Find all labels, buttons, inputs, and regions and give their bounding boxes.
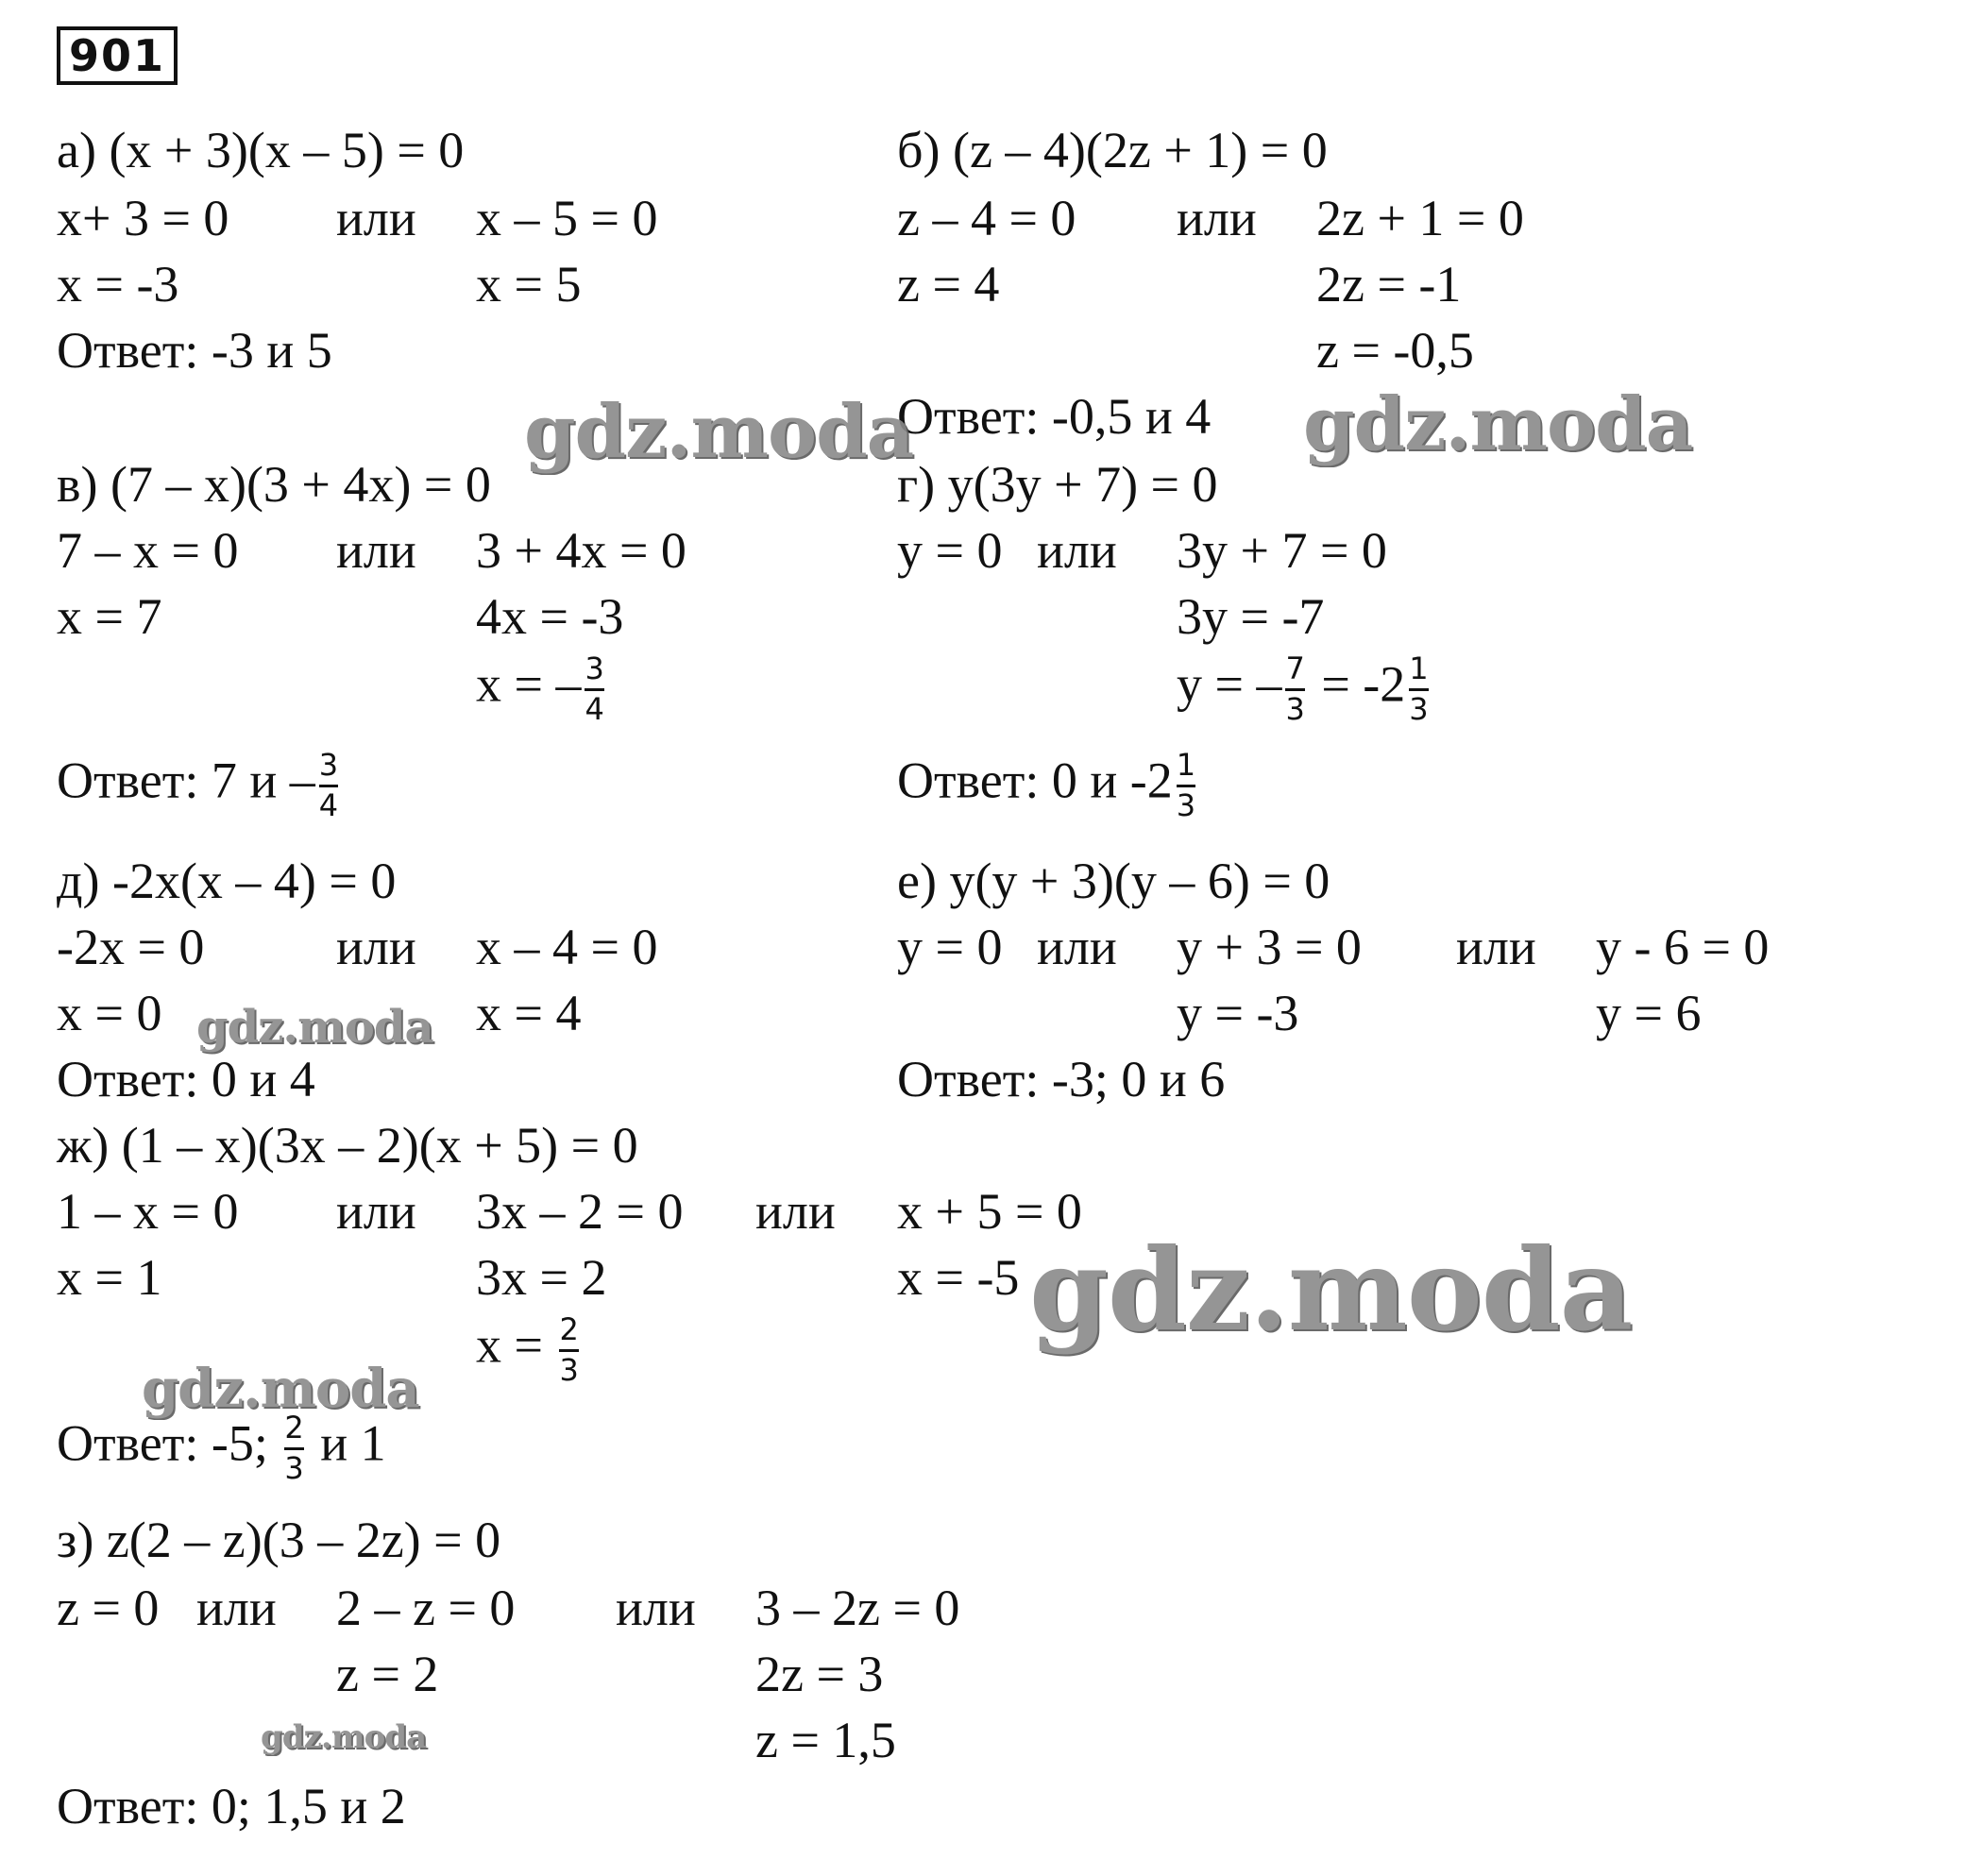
part-e-right-1: y - 6 = 0	[1596, 919, 1770, 975]
watermark: gdz.moda	[196, 1001, 433, 1054]
part-e-right-2: y = 6	[1596, 985, 1702, 1041]
part-d-left-2: x = 0	[57, 985, 162, 1041]
minus-sign: –	[555, 655, 582, 713]
part-a-left-2: x = -3	[57, 256, 179, 313]
part-zh-middle-1: 3x – 2 = 0	[476, 1183, 684, 1240]
part-zh-or-2: или	[755, 1183, 836, 1240]
part-e-or: или	[1037, 919, 1117, 975]
fraction-2-3	[284, 1412, 303, 1484]
part-v-or: или	[336, 522, 416, 579]
part-zh-middle-3-prefix: x =	[476, 1316, 556, 1374]
fraction-2-3	[559, 1311, 579, 1388]
part-e-middle-2: y = -3	[1177, 985, 1299, 1041]
part-d-left-1: -2x = 0	[57, 919, 205, 975]
part-a-left-1: x+ 3 = 0	[57, 190, 229, 246]
part-zh-answer-prefix: Ответ: -5;	[57, 1414, 281, 1472]
fraction-numerator: 1	[1409, 651, 1429, 686]
part-b-right-2: 2z = -1	[1316, 256, 1462, 313]
part-z-middle-2: z = 2	[336, 1646, 439, 1702]
part-d-or: или	[336, 919, 416, 975]
part-g-answer-prefix: Ответ: 0 и -2	[897, 752, 1173, 809]
part-zh-answer-suffix: и 1	[307, 1414, 386, 1472]
part-b-answer: Ответ: -0,5 и 4	[897, 388, 1212, 445]
part-zh-left-2: x = 1	[57, 1249, 162, 1306]
part-z-right-1: 3 – 2z = 0	[755, 1580, 960, 1636]
part-b-right-3: z = -0,5	[1316, 322, 1474, 379]
part-b-or: или	[1177, 190, 1257, 246]
fraction-denominator: 4	[318, 786, 339, 823]
part-zh-equation: ж) (1 – x)(3x – 2)(x + 5) = 0	[57, 1117, 638, 1174]
part-zh-right-1: x + 5 = 0	[897, 1183, 1082, 1240]
fraction-denominator: 3	[1409, 690, 1429, 727]
fraction-denominator: 4	[585, 690, 604, 727]
part-g-right-3-prefix: y =	[1177, 655, 1257, 713]
fraction-denominator: 3	[559, 1351, 579, 1388]
part-z-or: или	[196, 1580, 277, 1636]
part-zh-right-2: x = -5	[897, 1249, 1020, 1306]
part-b-left-2: z = 4	[897, 256, 1000, 313]
fraction-denominator: 3	[1176, 786, 1196, 823]
fraction-numerator: 2	[559, 1311, 579, 1347]
part-d-right-1: x – 4 = 0	[476, 919, 658, 975]
part-b-right-1: 2z + 1 = 0	[1316, 190, 1524, 246]
part-g-right-1: 3y + 7 = 0	[1177, 522, 1387, 579]
part-a-or: или	[336, 190, 416, 246]
part-a-right-1: x – 5 = 0	[476, 190, 658, 246]
part-zh-or: или	[336, 1183, 416, 1240]
minus-sign: –	[1256, 655, 1282, 713]
fraction-numerator: 7	[1285, 651, 1305, 686]
fraction-numerator: 3	[585, 651, 604, 686]
part-g-or: или	[1037, 522, 1117, 579]
problem-number: 901	[57, 26, 178, 85]
part-a-answer: Ответ: -3 и 5	[57, 322, 332, 379]
part-d-answer: Ответ: 0 и 4	[57, 1051, 315, 1107]
part-z-right-2: 2z = 3	[755, 1646, 884, 1702]
part-b-left-1: z – 4 = 0	[897, 190, 1076, 246]
part-e-middle-1: y + 3 = 0	[1177, 919, 1362, 975]
part-g-right-2: 3y = -7	[1177, 588, 1325, 645]
part-v-right-3	[476, 653, 608, 725]
part-d-right-2: x = 4	[476, 985, 582, 1041]
part-a-right-2: x = 5	[476, 256, 582, 313]
watermark: gdz.moda	[261, 1718, 427, 1756]
part-zh-middle-3	[476, 1311, 583, 1388]
part-z-answer: Ответ: 0; 1,5 и 2	[57, 1778, 406, 1834]
part-z-equation: з) z(2 – z)(3 – 2z) = 0	[57, 1512, 501, 1568]
part-d-equation: д) -2x(x – 4) = 0	[57, 853, 397, 909]
part-v-left-2: x = 7	[57, 588, 162, 645]
part-zh-middle-2: 3x = 2	[476, 1249, 607, 1306]
part-z-right-3: z = 1,5	[755, 1712, 896, 1768]
fraction-1-3	[1176, 747, 1196, 823]
part-v-answer	[57, 747, 342, 823]
part-e-or-2: или	[1456, 919, 1536, 975]
part-g-equation: г) y(3y + 7) = 0	[897, 456, 1218, 513]
fraction-1-3	[1409, 653, 1428, 725]
fraction-denominator: 3	[1285, 690, 1305, 727]
part-g-right-3	[1177, 653, 1432, 725]
part-v-right-3-prefix: x =	[476, 655, 556, 713]
fraction-denominator: 3	[284, 1449, 304, 1486]
part-v-right-2: 4x = -3	[476, 588, 624, 645]
fraction-3-4	[318, 747, 339, 823]
part-v-equation: в) (7 – x)(3 + 4x) = 0	[57, 456, 491, 513]
watermark: gdz.moda	[524, 389, 914, 475]
part-b-equation: б) (z – 4)(2z + 1) = 0	[897, 122, 1328, 178]
part-g-answer	[897, 747, 1199, 823]
watermark: gdz.moda	[1029, 1224, 1633, 1357]
part-zh-left-1: 1 – x = 0	[57, 1183, 239, 1240]
watermark: gdz.moda	[142, 1358, 419, 1420]
part-z-left-1: z = 0	[57, 1580, 160, 1636]
part-v-answer-prefix: Ответ: 7 и	[57, 752, 290, 809]
part-a-equation: а) (x + 3)(x – 5) = 0	[57, 122, 465, 178]
part-g-right-3-mid: = -2	[1308, 655, 1406, 713]
part-e-answer: Ответ: -3; 0 и 6	[897, 1051, 1226, 1107]
fraction-numerator: 3	[318, 747, 339, 783]
part-v-right-1: 3 + 4x = 0	[476, 522, 686, 579]
part-e-equation: е) y(y + 3)(y – 6) = 0	[897, 853, 1330, 909]
part-g-left-1: y = 0	[897, 522, 1003, 579]
part-z-or-2: или	[616, 1580, 696, 1636]
part-zh-answer	[57, 1412, 386, 1484]
part-v-left-1: 7 – x = 0	[57, 522, 239, 579]
fraction-numerator: 1	[1176, 747, 1196, 783]
watermark: gdz.moda	[1303, 381, 1693, 467]
fraction-3-4	[585, 653, 603, 725]
fraction-numerator: 2	[284, 1410, 304, 1445]
part-z-middle-1: 2 – z = 0	[336, 1580, 516, 1636]
part-e-left-1: y = 0	[897, 919, 1003, 975]
fraction-7-3	[1285, 653, 1304, 725]
minus-sign: –	[289, 752, 315, 809]
